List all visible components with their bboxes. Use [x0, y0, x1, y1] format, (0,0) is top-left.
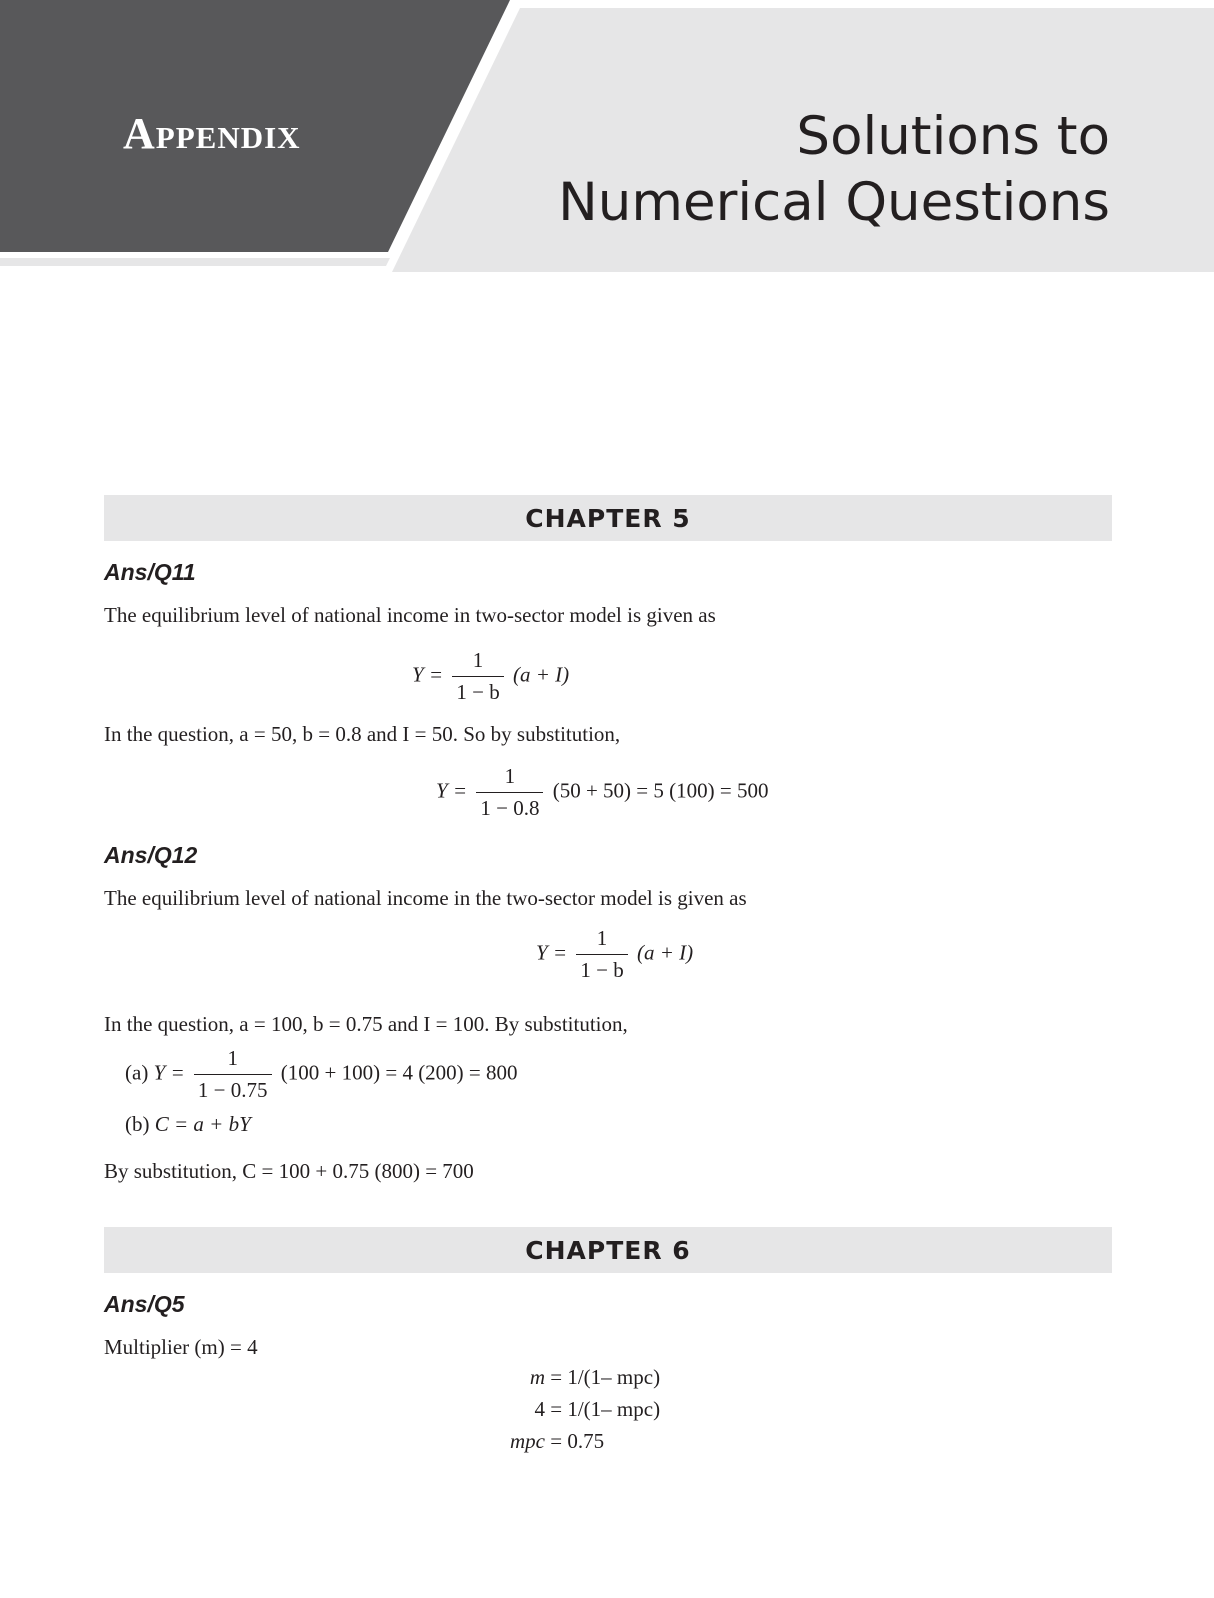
eq-lhs: Y = [536, 940, 568, 965]
fraction [476, 764, 543, 821]
page-title-line2: Numerical Questions [558, 172, 1110, 233]
eq-rhs: = 0.75 [550, 1429, 605, 1453]
part-b-label: (b) [125, 1112, 150, 1136]
eq-rhs: (50 + 50) = 5 (100) = 500 [552, 778, 769, 803]
q5-equation-line-2 [475, 1397, 660, 1422]
fraction [576, 926, 627, 983]
eq-lhs: 4 [534, 1397, 545, 1421]
q12-final-text: By substitution, C = 100 + 0.75 (800) = 700 [104, 1159, 474, 1183]
page-title [558, 104, 1110, 236]
appendix-label: Appendix [123, 109, 301, 158]
page-title-line1: Solutions to [796, 106, 1110, 167]
eq-lhs: Y = [436, 778, 468, 803]
chapter-6-heading: CHAPTER 6 [104, 1227, 1112, 1273]
part-b-equation: C = a + bY [154, 1112, 251, 1136]
eq-rhs: = 1/(1– mpc) [550, 1365, 661, 1389]
chapter-5-heading: CHAPTER 5 [104, 495, 1112, 541]
fraction-denominator: 1 − 0.75 [197, 1078, 268, 1102]
q11-equation-1 [412, 648, 569, 705]
q5-intro-text: Multiplier (m) = 4 [104, 1335, 258, 1359]
fraction [452, 648, 503, 705]
answer-label-q11: Ans/Q11 [104, 559, 196, 585]
eq-lhs: m [529, 1365, 545, 1389]
eq-rhs: (a + I) [636, 940, 694, 965]
eq-rhs: (100 + 100) = 4 (200) = 800 [280, 1060, 518, 1085]
fraction-numerator: 1 [576, 926, 627, 955]
q12-part-b [125, 1112, 251, 1137]
fraction-denominator: 1 − b [456, 680, 500, 704]
answer-label-q5: Ans/Q5 [104, 1291, 185, 1317]
fraction [194, 1046, 272, 1103]
q12-part-a [125, 1046, 518, 1103]
q12-substitution-text: In the question, a = 100, b = 0.75 and I = 100. By substitution, [104, 1012, 628, 1036]
eq-rhs: = 1/(1– mpc) [550, 1397, 661, 1421]
answer-label-q12: Ans/Q12 [104, 842, 198, 868]
fraction-denominator: 1 − 0.8 [480, 796, 540, 820]
fraction-numerator: 1 [194, 1046, 272, 1075]
q12-equation-1 [536, 926, 693, 983]
part-a-label: (a) [125, 1060, 149, 1085]
q5-equation-line-3 [475, 1429, 604, 1454]
fraction-numerator: 1 [452, 648, 503, 677]
q11-intro-text: The equilibrium level of national income in two-sector model is given as [104, 603, 716, 627]
q5-equation-line-1 [475, 1365, 660, 1390]
fraction-numerator: 1 [476, 764, 543, 793]
q11-substitution-text: In the question, a = 50, b = 0.8 and I = 50. So by substitution, [104, 722, 621, 746]
eq-lhs: Y = [153, 1060, 185, 1085]
fraction-denominator: 1 − b [580, 958, 624, 982]
q11-equation-2 [436, 764, 768, 821]
eq-lhs: mpc [510, 1429, 545, 1453]
q12-intro-text: The equilibrium level of national income in the two-sector model is given as [104, 886, 747, 910]
header-underline [0, 258, 390, 266]
eq-rhs: (a + I) [512, 662, 570, 687]
eq-lhs: Y = [412, 662, 444, 687]
